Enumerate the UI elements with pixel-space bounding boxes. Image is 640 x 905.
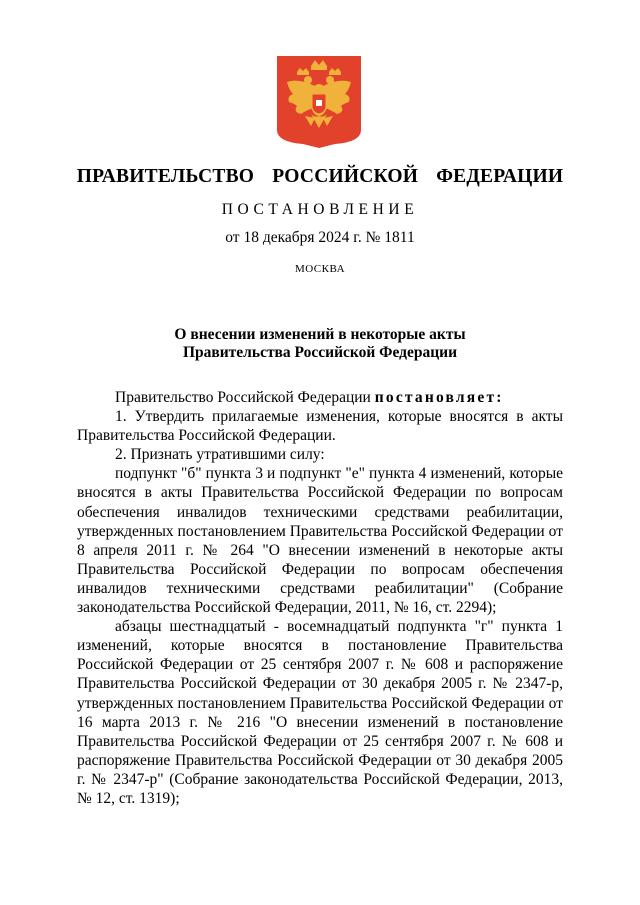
subject-line-1: О внесении изменений в некоторые акты <box>174 326 466 343</box>
subject-line-2: Правительства Российской Федерации <box>182 344 458 361</box>
government-title: ПРАВИТЕЛЬСТВО РОССИЙСКОЙ ФЕДЕРАЦИИ <box>76 166 564 187</box>
resolves-word: постановляет: <box>374 389 504 406</box>
intro-text: Правительство Российской Федерации <box>115 389 375 406</box>
item-1: 1. Утвердить прилагаемые изменения, которые вносятся в акты Правительства Российской Федерации. <box>77 408 563 445</box>
document-subject <box>0 326 640 362</box>
city: МОСКВА <box>294 263 346 275</box>
document-date-number: от 18 декабря 2024 г. № 1811 <box>225 229 415 246</box>
russian-coat-of-arms-icon <box>277 56 361 148</box>
item-2: 2. Признать утратившими силу: <box>115 446 325 464</box>
item-2-subparagraph-2: абзацы шестнадцатый - восемнадцатый подпункта "г" пункта 1 изменений, которые вносятся в постановление Правительства Российской Федерации от 25 сентября 2007 г. № 608 и распоряжение Правительства Российской Федерации от 30 декабря 2005 г. № 2347-р, утвержденных постановлением Правительства Российской Федерации от 16 марта 2013 г. № 216 "О внесении изменений в постановление Правительства Российской Федерации от 25 сентября 2007 г. № 608 и распоряжение Правительства Российской Федерации от 30 декабря 2005 г. № 2347-р" (Собрание законодательства Российской Федерации, 2013, № 12, ст. 1319); <box>77 618 563 807</box>
intro-paragraph <box>77 388 563 407</box>
document-type: ПОСТАНОВЛЕНИЕ <box>221 201 419 218</box>
item-2-subparagraph-1: подпункт "б" пункта 3 и подпункт "е" пункта 4 изменений, которые вносятся в акты Правительства Российской Федерации по вопросам обеспечения инвалидов техническими средствами реабилитации, утвержденных постановлением Правительства Российской Федерации от 8 апреля 2011 г. № 264 "О внесении изменений в некоторые акты Правительства Российской Федерации по вопросам обеспечения инвалидов техническими средствами реабилитации" (Собрание законодательства Российской Федерации, 2011, № 16, ст. 2294); <box>77 465 563 617</box>
document-body <box>77 388 563 808</box>
